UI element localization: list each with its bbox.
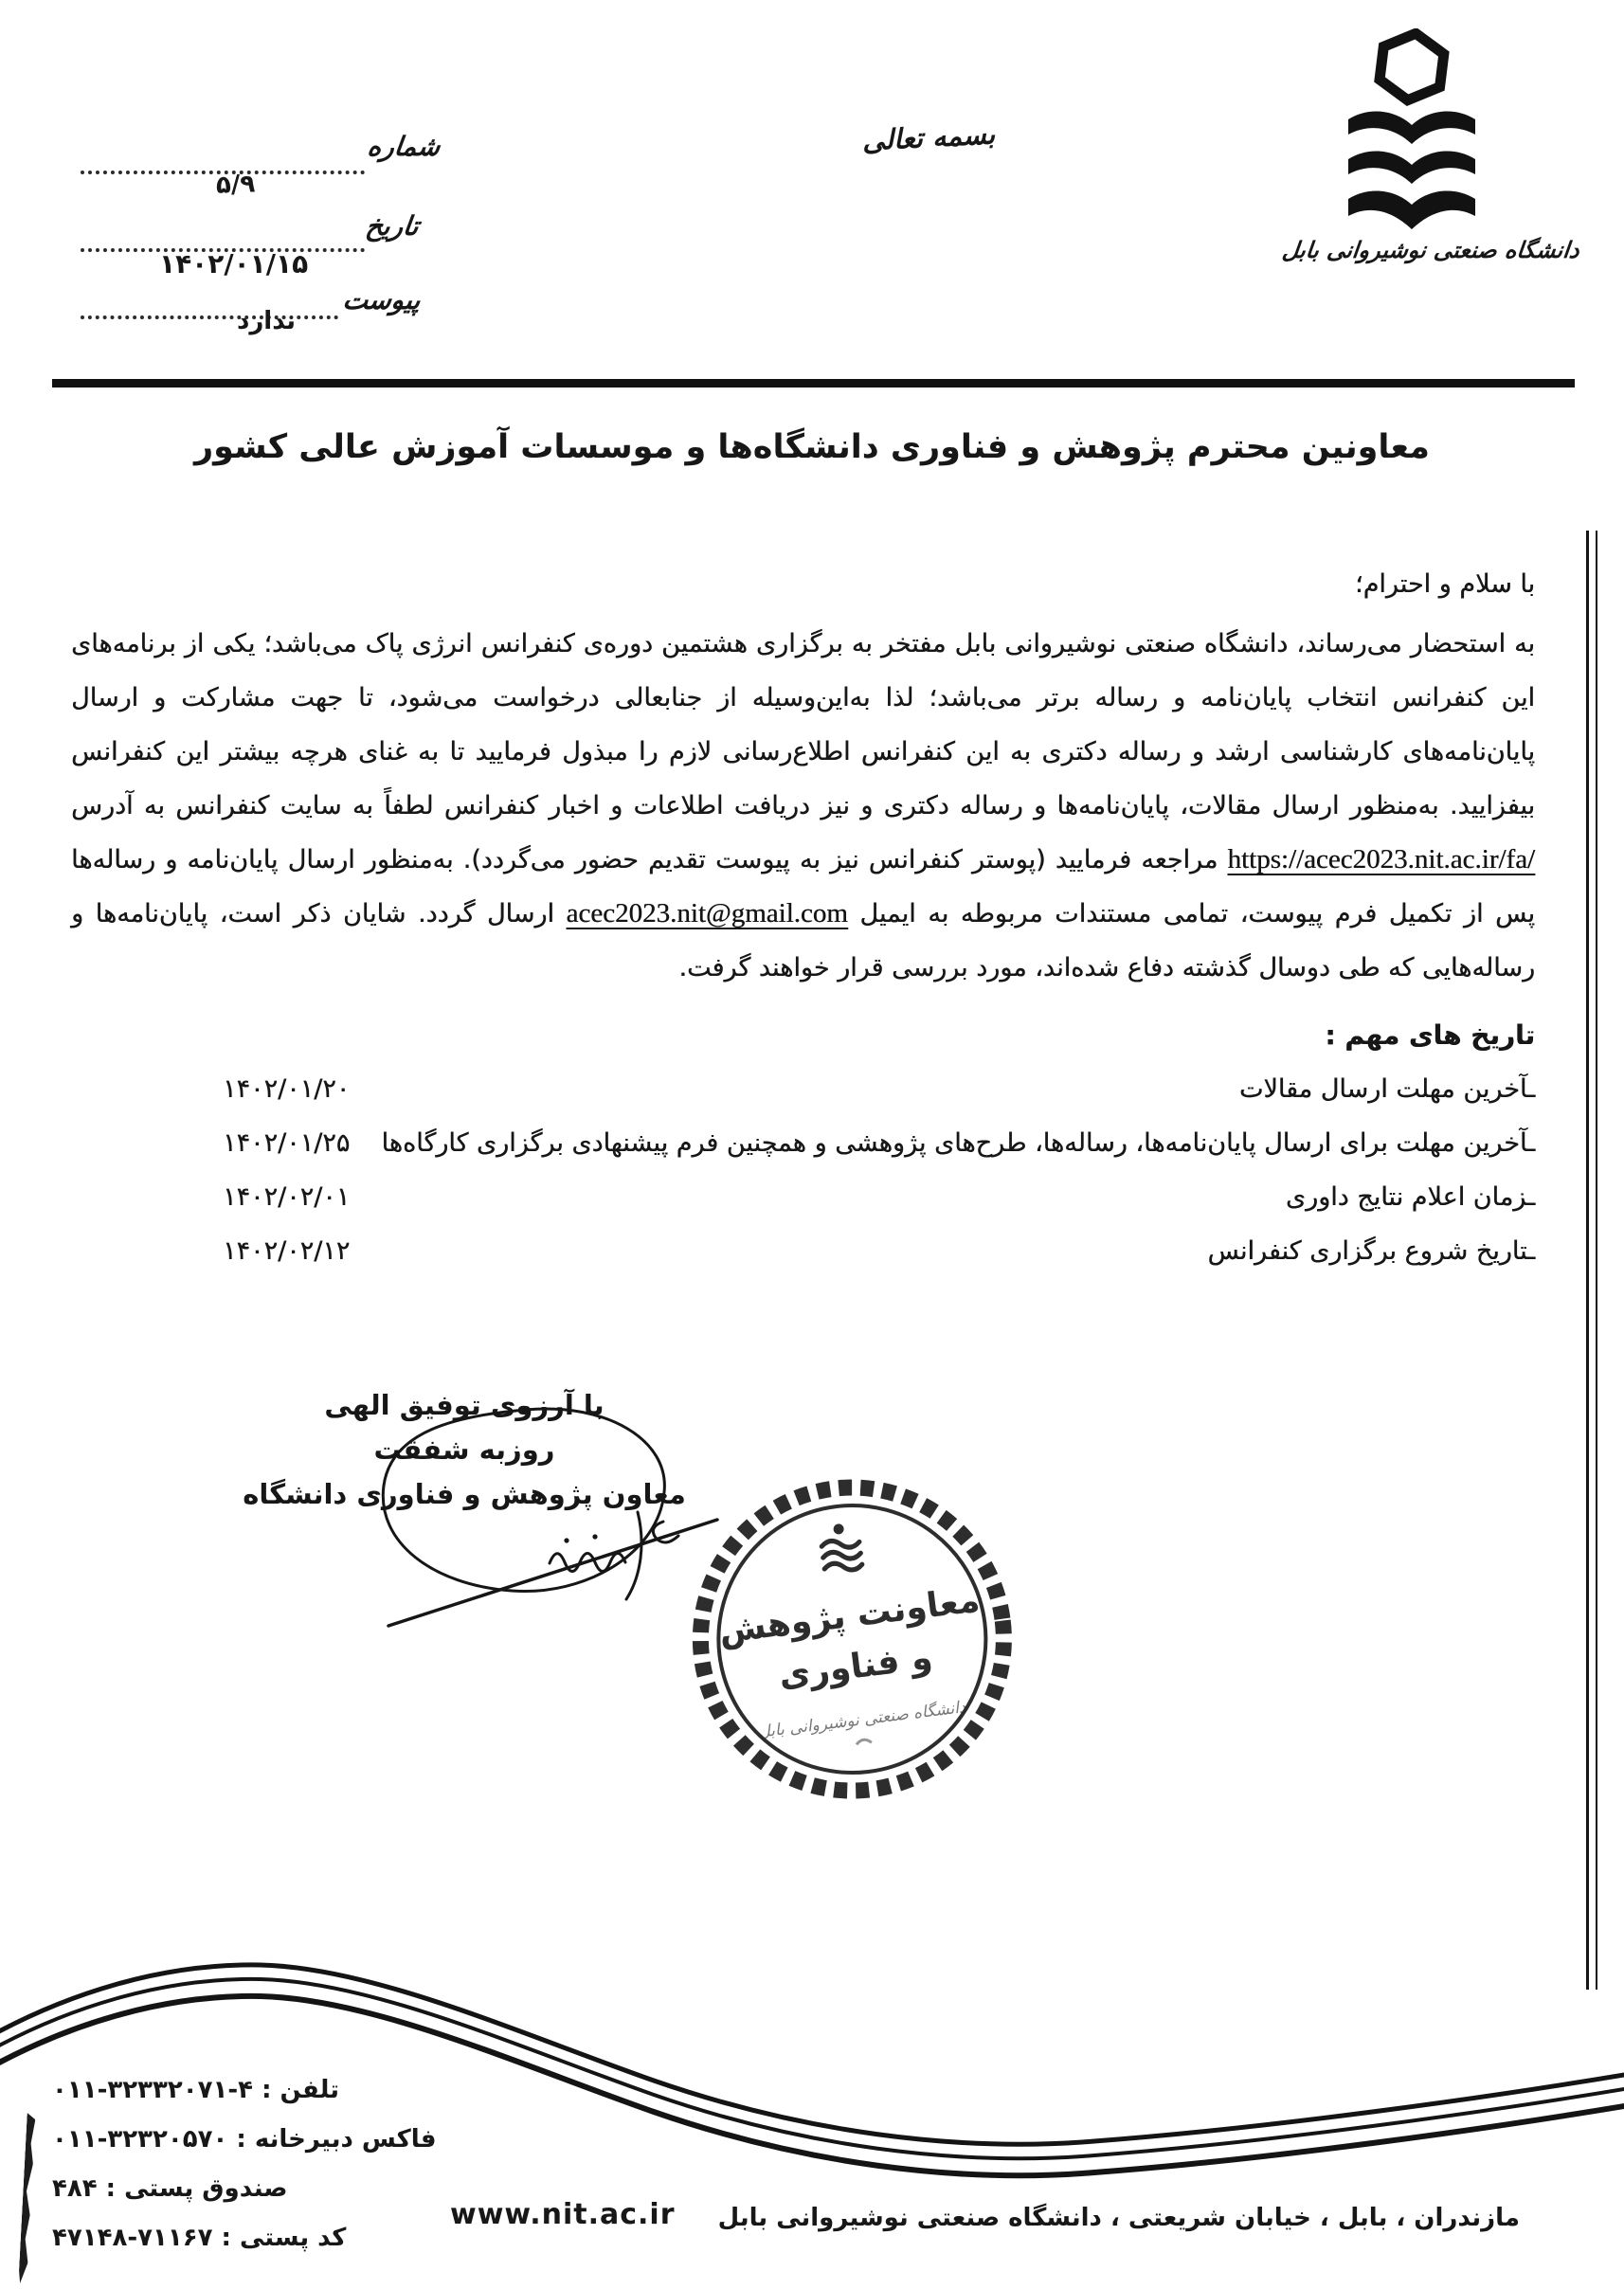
po-box-value: ۴۸۴ — [52, 2174, 98, 2203]
signatory-name: روزبه شفقت — [373, 1433, 555, 1466]
fax-label: فاکس دبیرخانه : — [236, 2125, 437, 2154]
date-row — [71, 1062, 1535, 1116]
page-right-border-line — [1586, 531, 1597, 1990]
phone-label: تلفن : — [262, 2076, 340, 2104]
letter-content — [71, 557, 1535, 1278]
phone-value: ۰۱۱-۳۲۳۳۲۰۷۱-۴ — [52, 2076, 254, 2104]
signatory-title: معاون پژوهش و فناوری دانشگاه — [243, 1478, 686, 1510]
footer-fax — [52, 2115, 497, 2164]
date-row — [71, 1170, 1535, 1224]
field-date-value: ۱۴۰۲/۰۱/۱۵ — [159, 248, 309, 279]
letter-body-paragraph — [71, 617, 1535, 995]
date-row — [71, 1224, 1535, 1278]
website-url[interactable]: www.nit.ac.ir — [450, 2198, 676, 2231]
stamp-text-2: و فناوری — [776, 1638, 935, 1696]
stamp-text-3: دانشگاه صنعتی نوشیروانی بابل — [757, 1698, 967, 1742]
stamp-logo-icon — [820, 1522, 863, 1574]
basmala-calligraphy: بسمه تعالی — [861, 117, 996, 157]
date-item-value: ۱۴۰۲/۰۲/۱۲ — [223, 1236, 351, 1266]
field-number-value: ۵/۹ — [215, 170, 256, 200]
footer-contact-block — [52, 2065, 497, 2262]
date-item-value: ۱۴۰۲/۰۱/۲۰ — [223, 1074, 351, 1104]
stamp-text-1: معاونت پژوهش — [716, 1580, 983, 1651]
field-attachment-dotted-line — [81, 295, 338, 319]
field-date-label: تاریخ — [363, 210, 421, 242]
postal-code-label: کد پستی : — [221, 2224, 347, 2252]
signature-closing: با آرزوی توفیق الهی — [324, 1389, 604, 1421]
official-stamp — [659, 1464, 1047, 1824]
footer-po-box — [52, 2164, 497, 2213]
body-text-3: ارسال گردد. شایان ذکر است، پایان‌نامه‌ها و رساله‌هایی که طی دوسال گذشته دفاع شده‌اند، مورد بررسی قرار خواهند گرفت. — [71, 899, 1535, 982]
po-box-label: صندوق پستی : — [105, 2174, 288, 2203]
field-number-label: شماره — [365, 131, 442, 162]
conference-url-link[interactable]: https://acec2023.nit.ac.ir/fa/ — [1227, 844, 1535, 874]
email-link[interactable]: acec2023.nit@gmail.com — [566, 898, 848, 928]
date-item-label: ـتاریخ شروع برگزاری کنفرانس — [1207, 1236, 1535, 1266]
recipient-title: معاونین محترم پژوهش و فناوری دانشگاه‌ها و موسسات آموزش عالی کشور — [194, 428, 1430, 466]
salutation: با سلام و احترام؛ — [1354, 569, 1535, 599]
field-attachment-label: پیوست — [340, 284, 423, 315]
body-text-2: مراجعه فرمایید (پوستر کنفرانس نیز به پیوست تقدیم حضور می‌گردد). به‌منظور ارسال پایان‌نامه و رساله‌ها پس از تکمیل فرم پیوست، تمامی مستندات مربوطه به ایمیل — [71, 845, 1535, 928]
footer-address: مازندران ، بابل ، خیابان شریعتی ، دانشگاه صنعتی نوشیروانی بابل — [717, 2204, 1520, 2232]
date-item-label: ـآخرین مهلت ارسال مقالات — [1238, 1074, 1535, 1104]
date-item-label: ـآخرین مهلت برای ارسال پایان‌نامه‌ها، رساله‌ها، طرح‌های پژوهشی و همچنین فرم پیشنهادی برگزاری کارگاه‌ها — [381, 1128, 1535, 1158]
postal-code-value: ۴۷۱۴۸-۷۱۱۶۷ — [52, 2224, 213, 2252]
footer-phone — [52, 2065, 497, 2115]
university-logo-icon — [1341, 28, 1483, 232]
date-item-value: ۱۴۰۲/۰۱/۲۵ — [223, 1128, 351, 1158]
date-item-value: ۱۴۰۲/۰۲/۰۱ — [223, 1182, 351, 1212]
university-name-calligraphy: دانشگاه صنعتی نوشیروانی بابل — [1280, 237, 1581, 263]
date-row — [71, 1116, 1535, 1170]
important-dates-heading: تاریخ های مهم : — [1325, 1019, 1535, 1051]
fax-value: ۰۱۱-۳۲۳۲۰۵۷۰ — [52, 2125, 228, 2154]
footer-postal-code — [52, 2213, 497, 2262]
field-attachment-value: ندارد — [237, 307, 297, 335]
body-text-1: به استحضار می‌رساند، دانشگاه صنعتی نوشیروانی بابل مفتخر به برگزاری هشتمین دوره‌ی کنفرانس انرژی پاک می‌باشد؛ یکی از برنامه‌های این کنفرانس انتخاب پایان‌نامه و رساله برتر می‌باشد؛ لذا به‌این‌وسیله از جنابعالی درخواست می‌شود، تا جهت مشارکت و ارسال پایان‌نامه‌های کارشناسی ارشد و رساله دکتری به این کنفرانس اطلاع‌رسانی لازم را مبذول فرمایید تا به غنای هرچه بیشتر این کنفرانس بیفزایید. به‌منظور ارسال مقالات، پایان‌نامه‌ها و رساله دکتری و نیز دریافت اطلاعات و اخبار کنفرانس لطفاً به سایت کنفرانس به آدرس — [71, 629, 1535, 820]
header-divider-rule — [52, 379, 1575, 388]
date-item-label: ـزمان اعلام نتایج داوری — [1285, 1182, 1535, 1212]
